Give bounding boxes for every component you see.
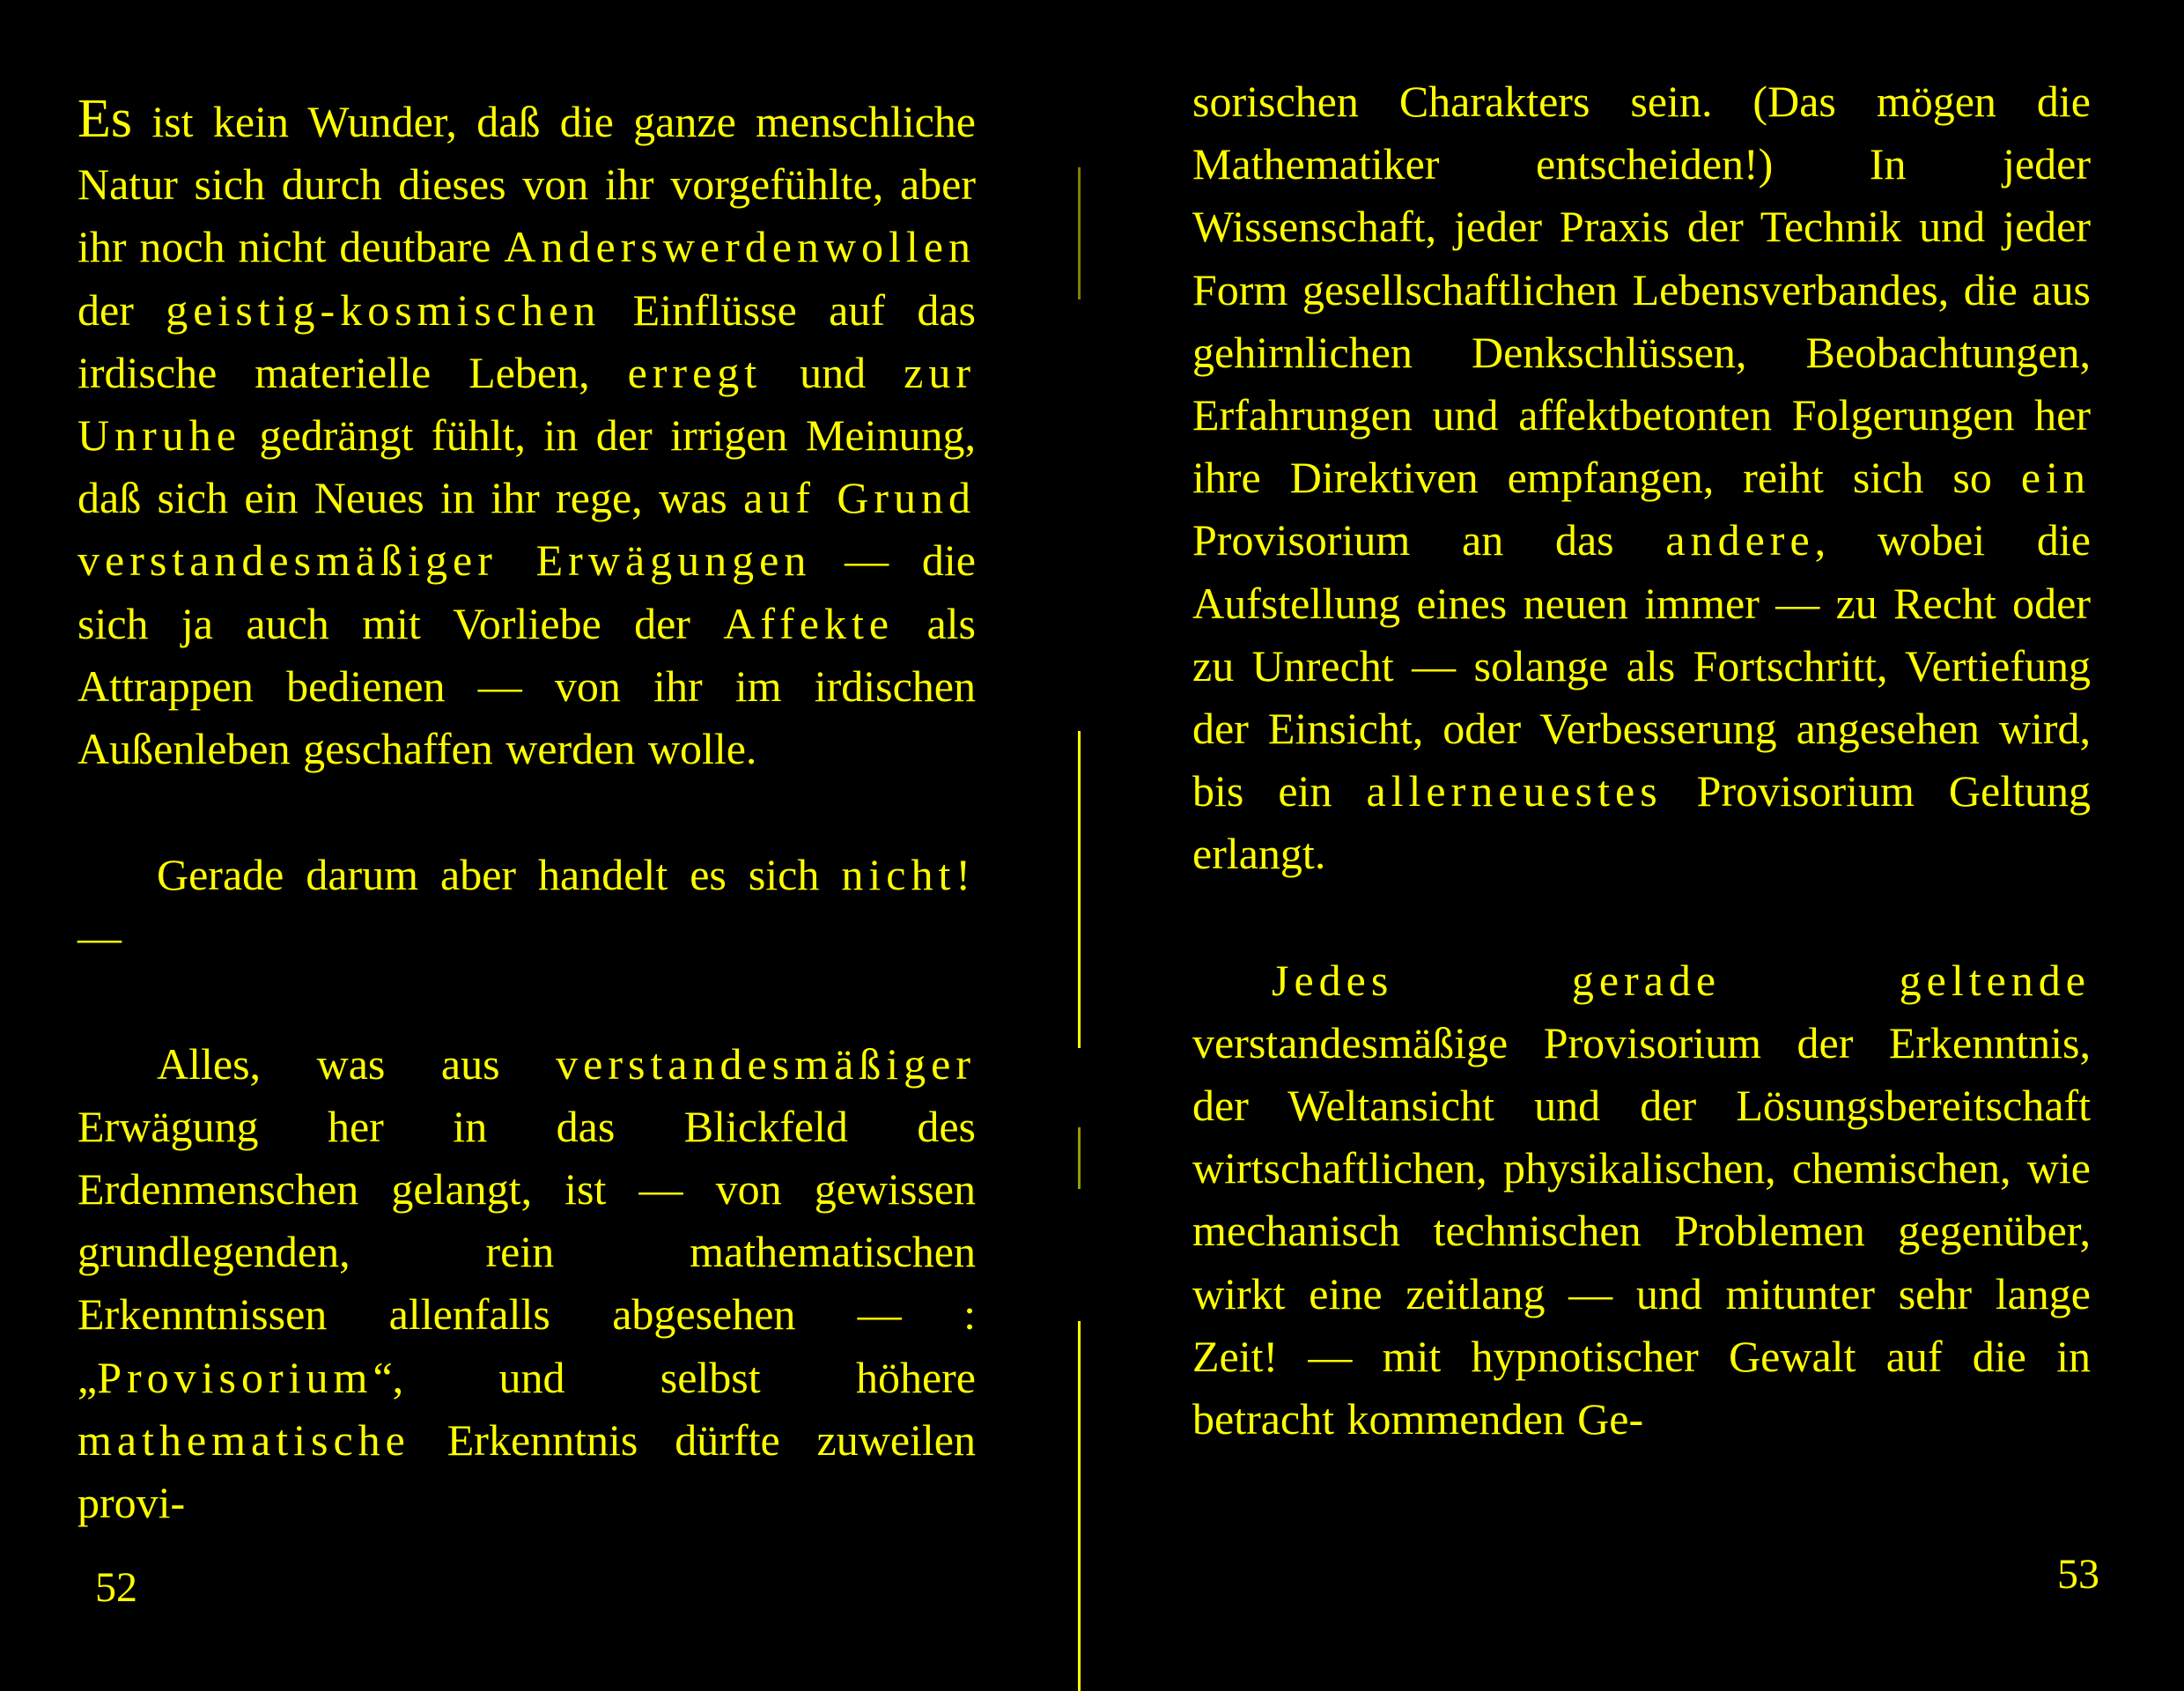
text-run: , wobei die Aufstellung eines neuen immer — zu Recht oder zu Unrecht — solange als Fortschritt, Vertiefung der Einsicht, oder Verbesserung angesehen wird, bis ein [1192, 515, 2091, 816]
right-page [1192, 70, 2091, 1451]
text-run: sorischen Charakters sein. (Das mögen die Mathematiker entscheiden!) In jeder Wissenschaft, jeder Praxis der Technik und jeder Form gesellschaftlichen Lebensverbandes, die aus gehirnlichen Denkschlüssen, Beobachtungen, Erfahrungen und affektbetonten Folgerungen her ihre Direktiven empfangen, reiht sich so [1192, 77, 2091, 503]
spaced-emphasis: verstandesmäßiger [556, 1038, 976, 1089]
right-paragraph-2 [1192, 949, 2091, 1451]
text-run: Erwägung her in das Blickfeld des Erdenmenschen gelangt, ist — von gewissen grundlegenden, rein mathematischen Erkenntnissen allenfalls abgesehen — : „ [77, 1101, 976, 1402]
text-run: verstandesmäßige Provisorium der Erkenntnis, der Weltansicht und der Lösungsbereitschaft wirtschaftlichen, physikalischen, chemischen, wie mechanisch technischen Problemen gegenüber, wirkt eine zeitlang — und mitunter sehr lange Zeit! — mit hypnotischer Gewalt auf die in betracht kommenden Ge- [1192, 1017, 2091, 1444]
text-run: gedrängt fühlt, in der irrigen Meinung, daß sich ein Neues in ihr rege, was [77, 410, 976, 523]
page-number-left: 52 [95, 1564, 137, 1611]
text-run: Einflüsse auf das irdische materielle Leben, [77, 284, 977, 397]
spaced-emphasis: Affekte [723, 598, 895, 648]
left-paragraph-3 [77, 1033, 976, 1535]
drop-cap: Es [77, 89, 132, 149]
spaced-emphasis: allerneuestes [1366, 766, 1663, 816]
spaced-emphasis: nicht! [841, 850, 976, 900]
book-gutter [1071, 0, 1088, 1691]
text-run: Provisorium an das [1192, 515, 1666, 565]
spaced-emphasis: Anderswerdenwollen [504, 222, 976, 272]
right-paragraph-1 [1192, 70, 2091, 886]
text-run: Alles, was aus [157, 1038, 557, 1089]
left-page [77, 88, 976, 1534]
text-run: und [762, 347, 904, 397]
text-run: ist kein Wunder, daß die ganze menschliche Natur sich durch dieses von ihr vorgefühlte, aber ihr noch nicht deutbare [77, 97, 976, 272]
left-paragraph-1 [77, 88, 976, 780]
spaced-emphasis: Jedes gerade geltende [1272, 955, 2091, 1005]
text-run: — die sich ja auch mit Vorliebe der [77, 535, 976, 648]
spaced-emphasis: zur Unruhe [77, 347, 976, 461]
text-run: Provisorium Geltung erlangt. [1192, 766, 2091, 879]
spaced-emphasis: ein [2020, 453, 2091, 503]
page-number-right: 53 [2057, 1551, 2099, 1598]
spaced-emphasis: erregt [627, 347, 763, 397]
spaced-emphasis: auf Grund verstandesmäßiger Erwägungen [77, 473, 977, 586]
text-run: — [77, 912, 122, 963]
spaced-emphasis: mathematische [77, 1414, 410, 1465]
left-paragraph-2 [77, 844, 976, 969]
text-run: Erkenntnis dürfte zuweilen provi- [77, 1414, 976, 1528]
spaced-emphasis: andere [1665, 515, 1815, 565]
text-run: “, und selbst höhere [373, 1352, 976, 1402]
text-run: der [77, 284, 166, 335]
text-run: Gerade darum aber handelt es sich [157, 850, 842, 900]
spaced-emphasis: geistig-kosmischen [166, 284, 601, 335]
spaced-emphasis: Provisorium [97, 1352, 373, 1402]
text-run: als Attrappen bedienen — von ihr im irdischen Außenleben geschaffen werden wolle. [77, 598, 976, 774]
